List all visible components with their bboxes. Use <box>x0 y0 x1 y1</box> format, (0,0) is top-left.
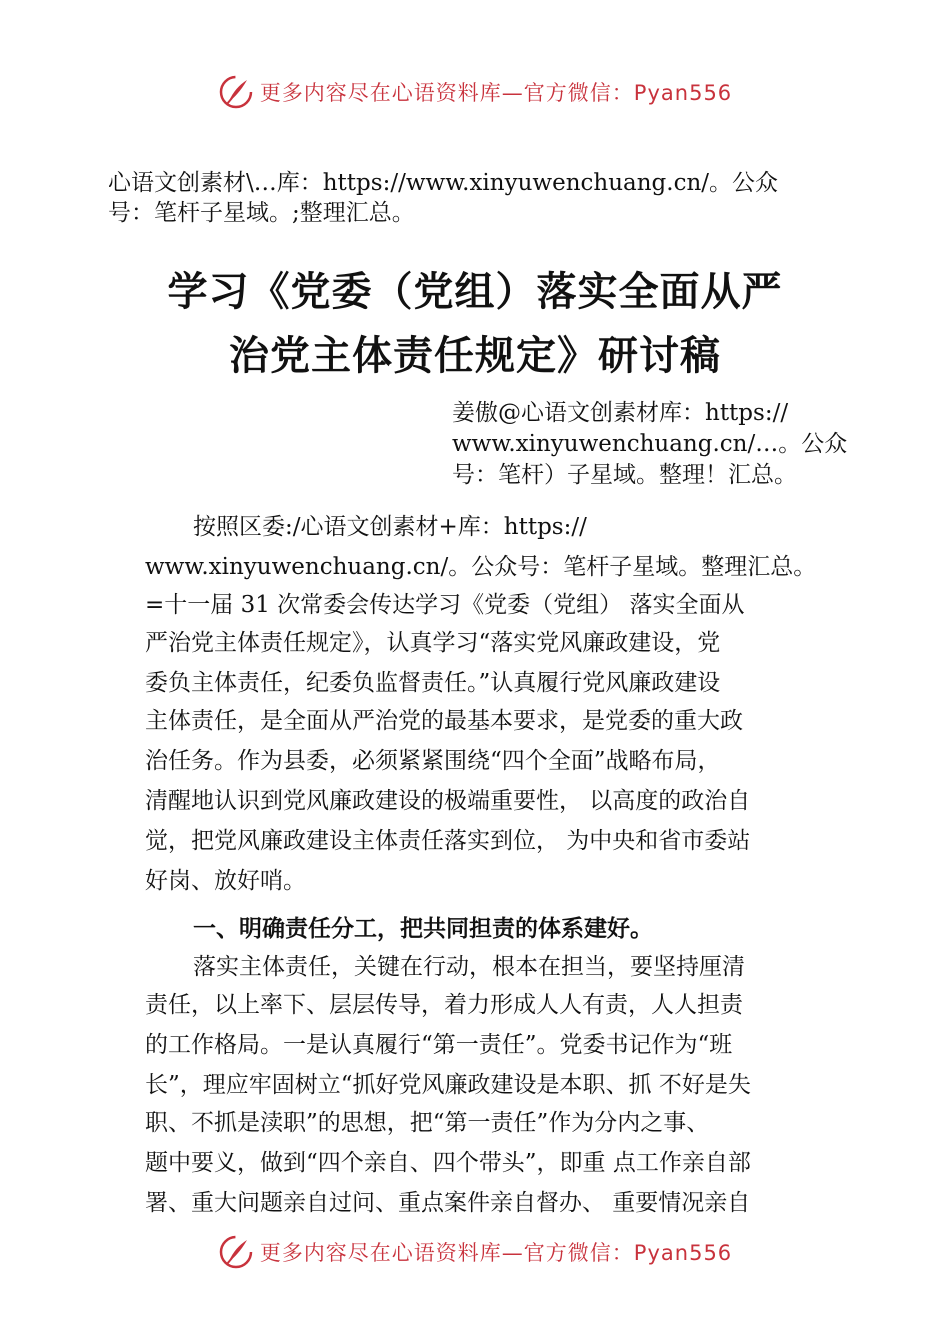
feather-circle-logo-icon <box>218 1234 254 1270</box>
document-title-line: 学习《党委（党组）落实全面从严 <box>167 268 783 315</box>
section-body-line: 题中要义，做到“四个亲自、四个带头”，即重 点工作亲自部 <box>145 1150 751 1176</box>
header-note-line: 号：笔杆子星域。;整理汇总。 <box>108 200 415 226</box>
author-note-line: 号：笔杆）子星域。整理！汇总。 <box>452 462 797 488</box>
section-body-line: 的工作格局。一是认真履行“第一责任”。党委书记作为“班 <box>145 1032 733 1058</box>
intro-paragraph-line: 严治党主体责任规定》，认真学习“落实党风廉政建设，党 <box>145 630 721 656</box>
intro-paragraph-line: 觉，把党风廉政建设主体责任落实到位， 为中央和省市委站 <box>145 828 751 854</box>
intro-paragraph-line: =十一届 31 次常委会传达学习《党委（党组） 落实全面从 <box>145 592 745 618</box>
intro-paragraph-line: www.xinyuwenchuang.cn/。公众号：笔杆子星域。整理汇总。 <box>145 554 817 580</box>
section-body-line: 长”，理应牢固树立“抓好党风廉政建设是本职、抓 不好是失 <box>145 1072 751 1098</box>
intro-paragraph-line: 治任务。作为县委，必须紧紧围绕“四个全面”战略布局， <box>145 748 721 774</box>
watermark-text: 更多内容尽在心语资料库—官方微信：Pyan556 <box>259 81 733 105</box>
document-title-line: 治党主体责任规定》研讨稿 <box>229 332 721 379</box>
author-note-line: www.xinyuwenchuang.cn/…。公众 <box>452 431 848 457</box>
author-note-line: 姜傲@心语文创素材库：https:// <box>452 400 789 426</box>
intro-paragraph-line: 主体责任，是全面从严治党的最基本要求，是党委的重大政 <box>145 708 743 734</box>
watermark-banner-bottom <box>0 1232 950 1272</box>
section-body-line: 责任，以上率下、层层传导，着力形成人人有责，人人担责 <box>145 992 743 1018</box>
watermark-text: 更多内容尽在心语资料库—官方微信：Pyan556 <box>259 1241 733 1265</box>
feather-circle-logo-icon <box>218 74 254 110</box>
header-note-line: 心语文创素材\…库：https://www.xinyuwenchuang.cn/。公众 <box>108 170 779 196</box>
section-heading: 一、明确责任分工，把共同担责的体系建好。 <box>193 916 653 942</box>
watermark-banner-top <box>0 72 950 112</box>
section-body-line: 落实主体责任，关键在行动，根本在担当，要坚持厘清 <box>193 954 745 980</box>
section-body-line: 署、重大问题亲自过问、重点案件亲自督办、 重要情况亲自 <box>145 1190 751 1216</box>
intro-paragraph-line: 委负主体责任，纪委负监督责任。”认真履行党风廉政建设 <box>145 670 721 696</box>
intro-paragraph-line: 清醒地认识到党风廉政建设的极端重要性， 以高度的政治自 <box>145 788 751 814</box>
intro-paragraph-line: 好岗、放好哨。 <box>145 868 306 894</box>
intro-paragraph-line: 按照区委:/心语文创素材+库：https:// <box>193 514 587 540</box>
section-body-line: 职、不抓是渎职”的思想，把“第一责任”作为分内之事、 <box>145 1110 710 1136</box>
